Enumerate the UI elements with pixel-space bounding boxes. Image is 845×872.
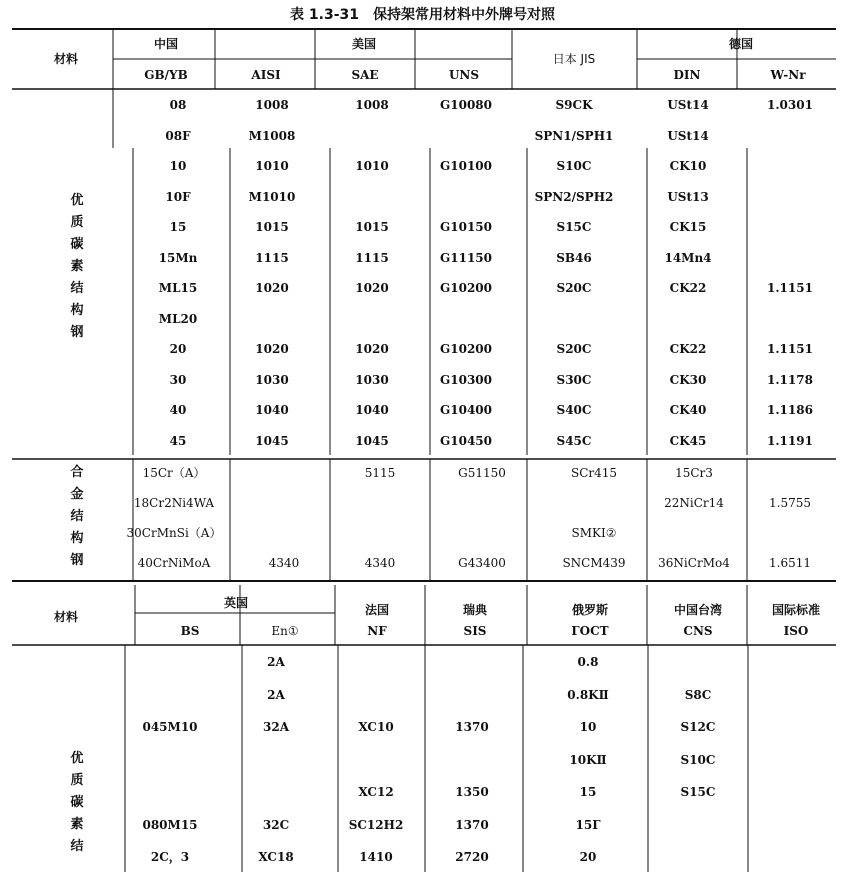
table-cell: G10080 (440, 98, 492, 112)
table-cell: 1370 (455, 817, 489, 832)
header2-cns: CNS (683, 624, 713, 638)
table-cell: 1040 (355, 403, 389, 417)
table-cell: 1045 (355, 433, 389, 448)
table-cell: 1410 (359, 850, 393, 864)
table-cell: 2C，3 (150, 850, 190, 864)
table-cell: 1030 (355, 372, 389, 387)
table-cell: 45 (169, 433, 187, 448)
table-cell: S10C (556, 159, 592, 173)
table-cell: 2A (267, 655, 285, 669)
header-din: DIN (673, 68, 701, 82)
table-cell: CK22 (669, 281, 707, 295)
table-cell: XC10 (358, 720, 394, 734)
table-cell: CK30 (669, 372, 707, 387)
header-aisi: AISI (251, 68, 281, 82)
group-label-carbon-steel: 优质碳素结构钢 (70, 193, 84, 340)
table-cell: 1020 (355, 342, 389, 356)
table-cell: S15C (556, 220, 592, 234)
table-cell: S15C (680, 785, 716, 799)
table-cell: 15Cr3 (675, 466, 713, 480)
table-cell: 10F (165, 189, 191, 204)
table-cell: 1115 (255, 250, 289, 265)
header-gbyb: GB/YB (144, 68, 188, 82)
header2-material: 材料 (53, 610, 79, 624)
table-cell: SCr415 (570, 466, 618, 480)
table-cell: 18Cr2Ni4WA (133, 496, 215, 510)
table-cell: SMKI② (571, 526, 617, 540)
table-cell: S45C (556, 433, 592, 448)
table-cell: 1045 (255, 433, 289, 448)
table-cell: G51150 (458, 466, 506, 480)
table-cell: 15Г (575, 817, 601, 832)
table-cell: G11150 (440, 250, 492, 265)
table-cell: 20 (169, 342, 187, 356)
header2-iso: 国际标准 (771, 603, 821, 617)
header2-sis: SIS (463, 624, 487, 638)
table-cell: 15Mn (158, 250, 198, 265)
table-cell: 1008 (355, 98, 389, 112)
table-cell: 40CrNiMoA (137, 556, 211, 570)
table-cell: CK10 (669, 159, 707, 173)
table-cell: SPN2/SPH2 (534, 189, 614, 204)
table-cell: 080M15 (142, 817, 198, 832)
table-cell: 1030 (255, 372, 289, 387)
table-cell: S8C (684, 687, 712, 702)
table-cell: 1010 (255, 159, 289, 173)
table-cell: 08 (169, 98, 187, 112)
table-cell: 1015 (355, 220, 389, 234)
table-cell: 1.1186 (767, 403, 813, 417)
table-cell: S20C (556, 281, 592, 295)
table-cell: 4340 (268, 556, 300, 570)
table-cell: 1020 (355, 281, 389, 295)
table-cell: CK40 (669, 403, 707, 417)
header2-bs: BS (180, 624, 200, 638)
table-cell: 32A (262, 720, 290, 734)
header2-nf: NF (367, 624, 387, 638)
table-cell: 22NiCr14 (664, 496, 724, 510)
table-cell: 10 (579, 720, 597, 734)
table-cell: 1.1151 (767, 342, 813, 356)
table-cell: 30CrMnSi（A） (126, 526, 222, 540)
table-cell: CK45 (669, 433, 707, 448)
table-cell: G10300 (440, 372, 492, 387)
table-cell: 5115 (364, 466, 396, 480)
table-cell: G10150 (440, 220, 492, 234)
table-cell: 045M10 (142, 720, 198, 734)
table-cell: M1010 (248, 189, 296, 204)
header2-taiwan: 中国台湾 (673, 603, 723, 617)
table-cell: ML15 (158, 281, 198, 295)
group-label-alloy-steel: 合金结构钢 (70, 465, 84, 568)
table-cell: SC12H2 (348, 817, 404, 832)
table-cell: USt14 (667, 98, 709, 112)
table-cell: G10200 (440, 281, 492, 295)
table-cell: G10450 (440, 433, 492, 448)
header-uns: UNS (448, 68, 480, 82)
table-cell: 30 (169, 372, 187, 387)
header2-en: En① (271, 624, 299, 638)
table-cell: S9CK (555, 98, 593, 112)
table-cell: USt13 (667, 189, 709, 204)
table-cell: 2A (267, 687, 285, 702)
table-cell: 08F (165, 128, 191, 143)
table-cell: 15 (169, 220, 187, 234)
header-material: 材料 (53, 52, 79, 66)
table-cell: USt14 (667, 128, 709, 143)
table-cell: CK15 (669, 220, 707, 234)
table-cell: S20C (556, 342, 592, 356)
table-cell: 0.8 (577, 655, 599, 669)
table-cell: 1015 (255, 220, 289, 234)
table-cell: 1.5755 (769, 496, 811, 510)
table-cell: SB46 (556, 250, 592, 265)
header2-sweden: 瑞典 (462, 603, 488, 617)
table-cell: ML20 (158, 311, 198, 326)
table-cell: 40 (169, 403, 187, 417)
header-wnr: W-Nr (770, 68, 806, 82)
header-japan: 日本 JIS (552, 52, 596, 66)
table-cell: 1010 (355, 159, 389, 173)
table-cell: SNCM439 (562, 556, 626, 570)
table-cell: 1008 (255, 98, 289, 112)
table-cell: SPN1/SPH1 (534, 128, 614, 143)
header2-iso-code: ISO (783, 624, 809, 638)
table-cell: 14Mn4 (664, 250, 712, 265)
table-cell: G10200 (440, 342, 492, 356)
table-cell: 1020 (255, 342, 289, 356)
table-cell: XC18 (258, 850, 294, 864)
table-cell: 1370 (455, 720, 489, 734)
table-cell: S30C (556, 372, 592, 387)
table-cell: 1.6511 (769, 556, 811, 570)
header-usa: 美国 (351, 37, 377, 51)
table-title: 表 1.3-31 保持架常用材料中外牌号对照 (290, 7, 555, 23)
header2-france: 法国 (364, 603, 390, 617)
table-cell: 2720 (455, 850, 489, 864)
table-cell: 10 (169, 159, 187, 173)
table-cell: 1.1178 (767, 372, 813, 387)
table-cell: 1.1191 (767, 433, 813, 448)
group-label-carbon-steel-2: 优质碳素结 (70, 751, 84, 854)
table-cell: G10400 (440, 403, 492, 417)
header2-gost: ГОСТ (571, 624, 609, 638)
table-cell: 15 (579, 785, 597, 799)
table-cell: M1008 (248, 128, 296, 143)
table-cell: 1350 (455, 785, 489, 799)
table-cell: 1115 (355, 250, 389, 265)
header-china: 中国 (153, 37, 179, 51)
header-sae: SAE (351, 68, 379, 82)
table-cell: XC12 (358, 785, 394, 799)
header-germany: 德国 (728, 37, 754, 51)
header2-uk: 英国 (223, 596, 249, 610)
table-cell: G10100 (440, 159, 492, 173)
table-cell: S40C (556, 403, 592, 417)
table-cell: S12C (680, 720, 716, 734)
table-cell: 1.1151 (767, 281, 813, 295)
table-cell: 15Cr（A） (142, 466, 206, 480)
table-cell: 32C (262, 817, 290, 832)
table-cell: 1020 (255, 281, 289, 295)
table-cell: 1040 (255, 403, 289, 417)
table-cell: CK22 (669, 342, 707, 356)
table-cell: 20 (579, 850, 597, 864)
table-cell: G43400 (458, 556, 506, 570)
table-cell: 4340 (364, 556, 396, 570)
table-cell: 10KⅡ (569, 752, 607, 767)
table-cell: 36NiCrMo4 (658, 556, 730, 570)
header2-russia: 俄罗斯 (571, 603, 609, 617)
table-cell: S10C (680, 752, 716, 767)
table-cell: 1.0301 (767, 98, 813, 112)
table-cell: 0.8KⅡ (567, 687, 609, 702)
